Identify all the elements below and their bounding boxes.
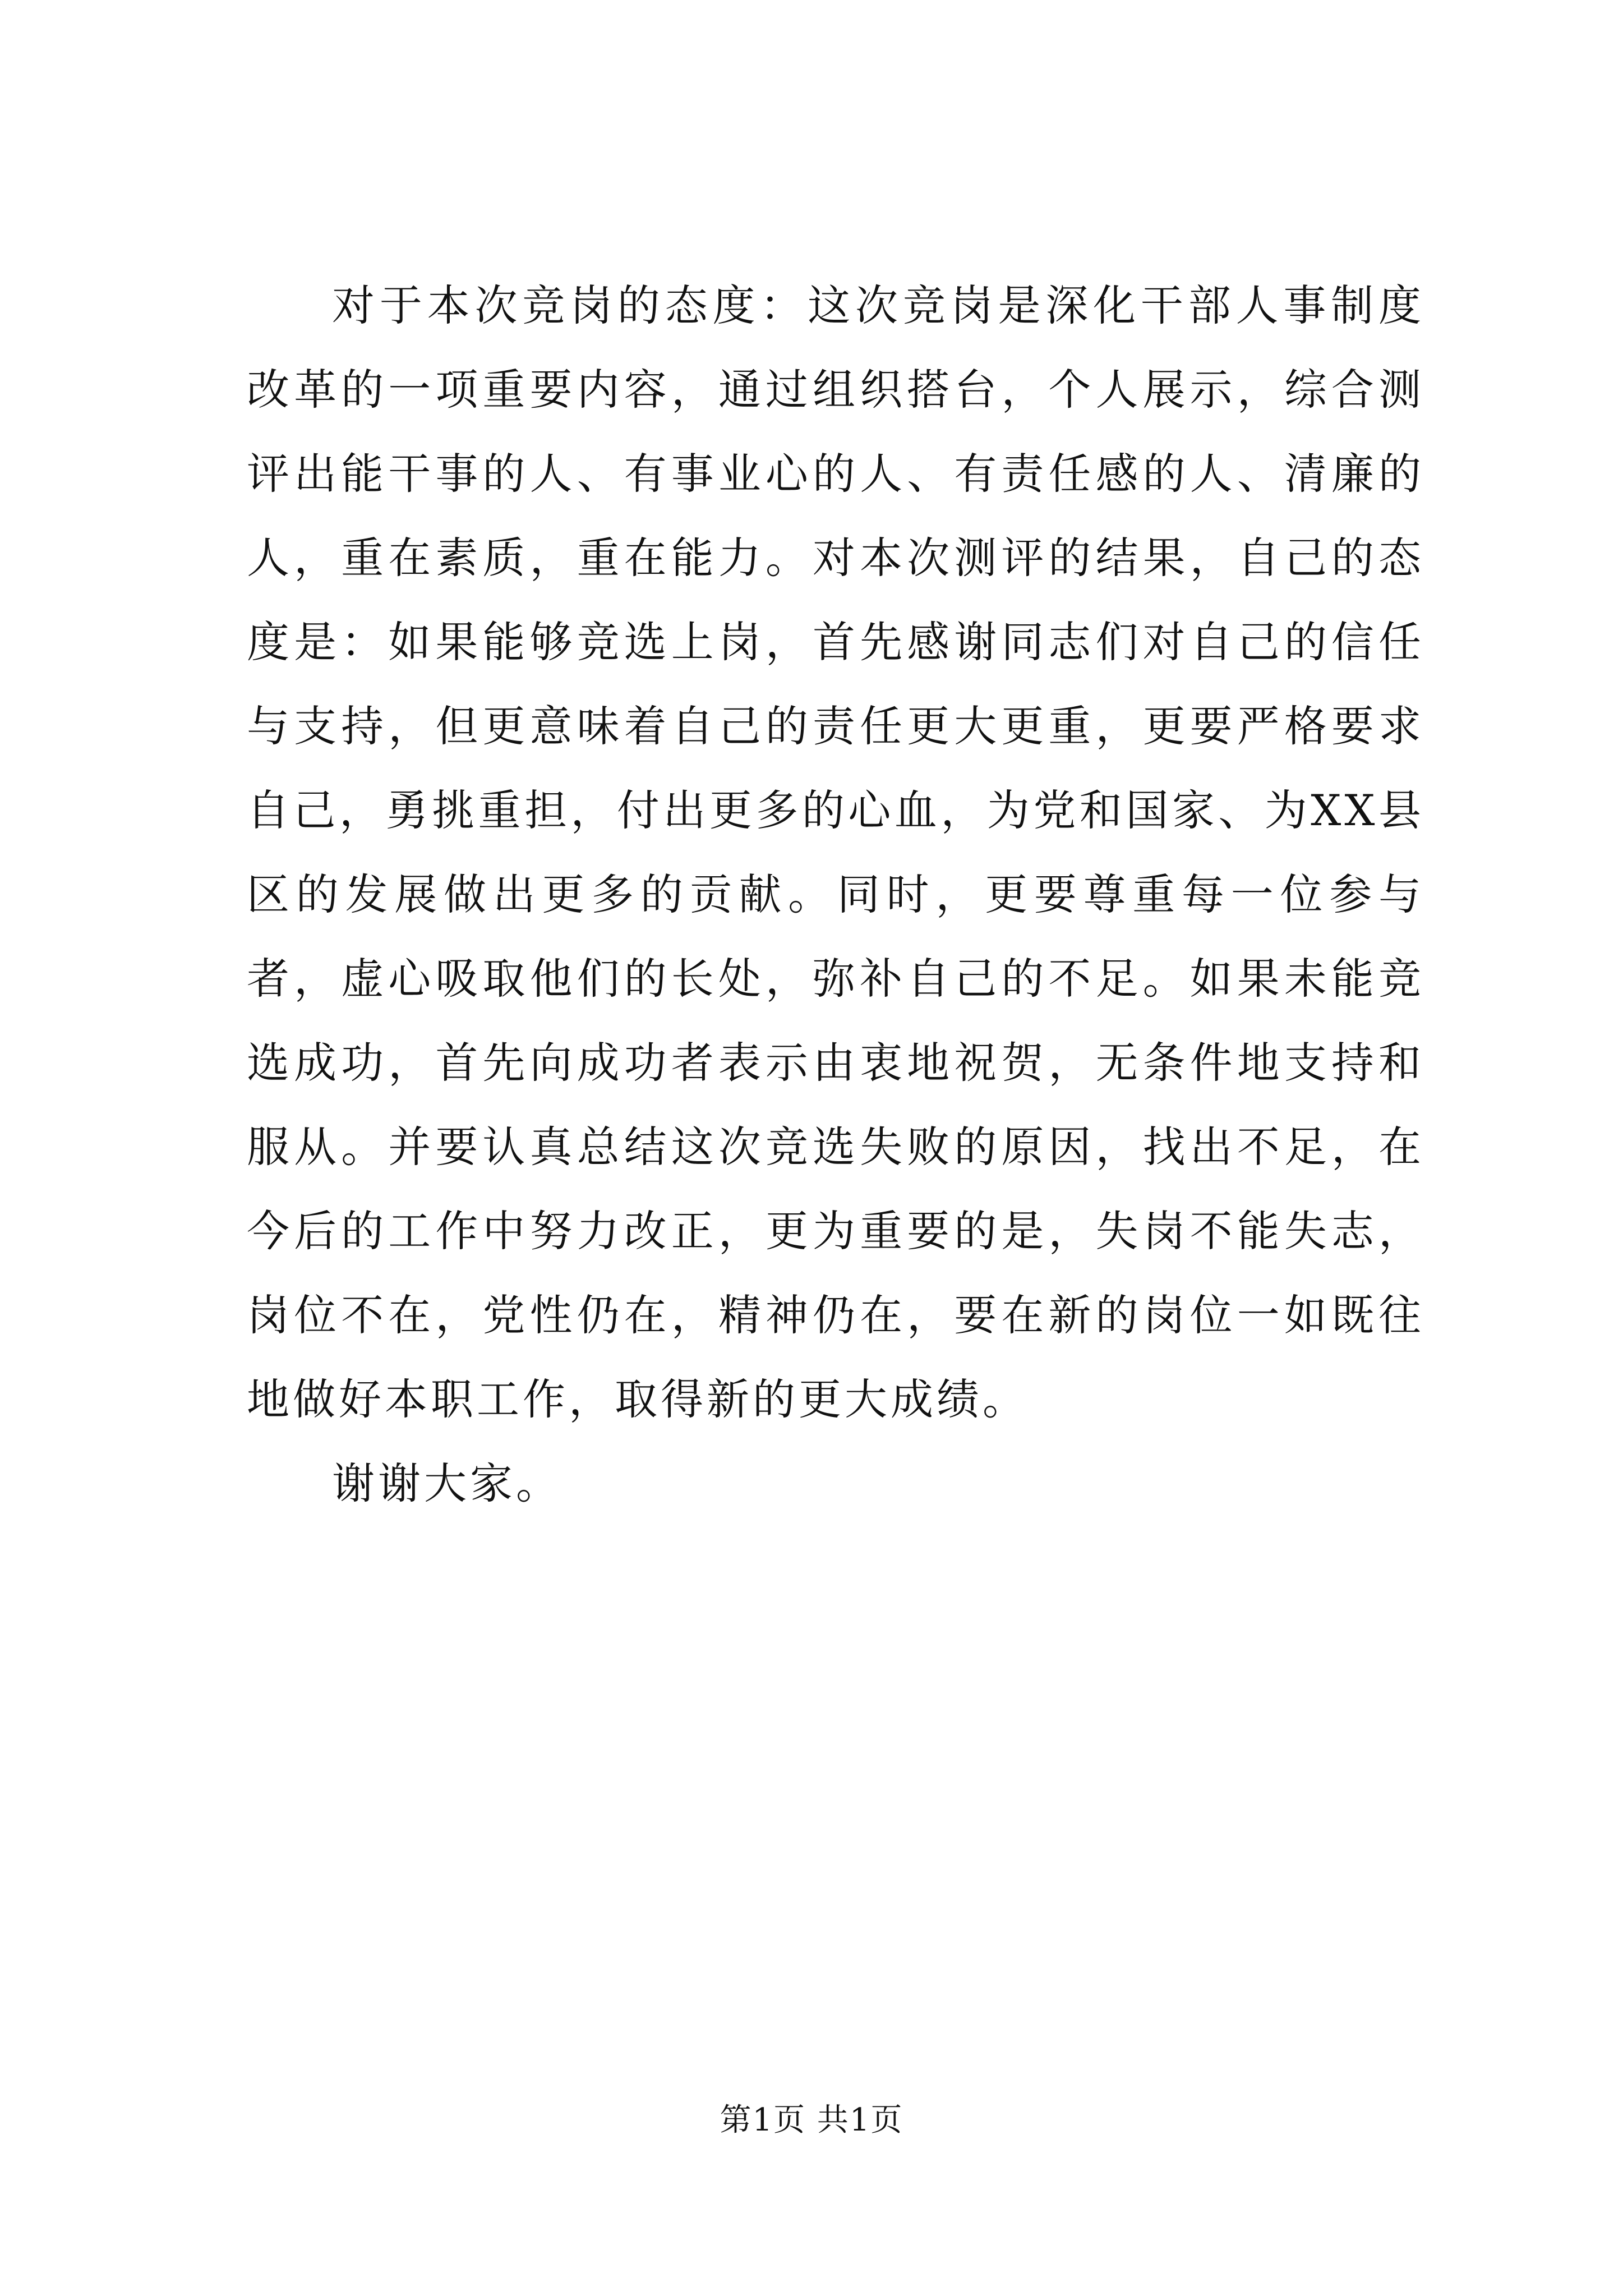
page-footer: 第1页 共1页 — [720, 2102, 903, 2138]
body-paragraph: 对于本次竞岗的态度：这次竞岗是深化干部人事制度改革的一项重要内容，通过组织搭台，个人展示，综合测评出能干事的人、有事业心的人、有责任感的人、清廉的人，重在素质，重在能力。对本次测评的结果，自己的态度是：如果能够竞选上岗，首先感谢同志们对自己的信任与支持，但更意味着自己的责任更大更重，更要严格要求自己，勇挑重担，付出更多的心血，为党和国家、为XX县区的发展做出更多的贡献。同时，更要尊重每一位参与者，虚心吸取他们的长处，弥补自己的不足。如果未能竞选成功，首先向成功者表示由衷地祝贺，无条件地支持和服从。并要认真总结这次竞选失败的原因，找出不足，在今后的工作中努力改正，更为重要的是，失岗不能失志，岗位不在，党性仍在，精神仍在，要在新的岗位一如既往地做好本职工作，取得新的更大成绩。 — [247, 280, 1424, 1424]
document-body — [247, 264, 1424, 1526]
closing-line: 谢谢大家。 — [332, 1458, 562, 1508]
